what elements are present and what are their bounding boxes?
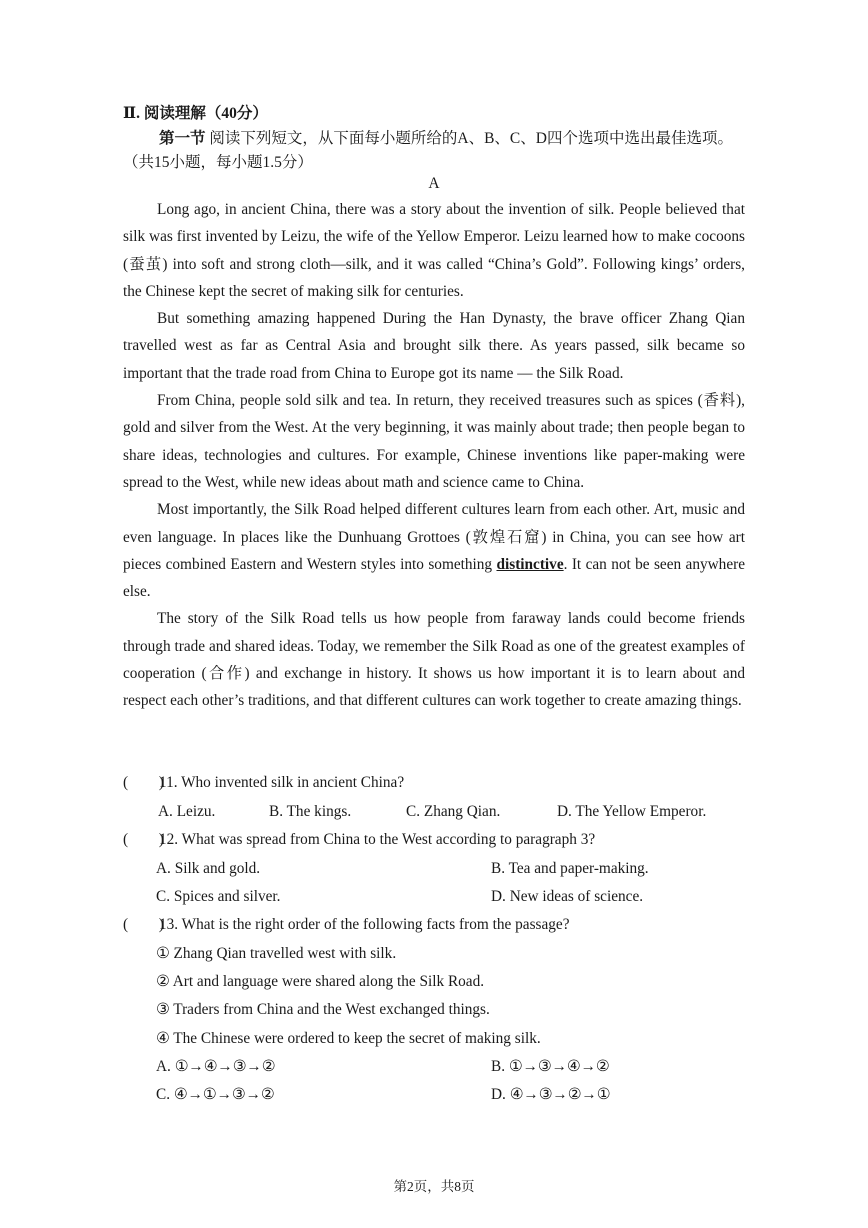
q13-option-b: B. ①→③→④→② bbox=[491, 1058, 610, 1075]
q13-fact-4: ④ The Chinese were ordered to keep the secret of making silk. bbox=[156, 1030, 541, 1047]
passage-label: A bbox=[428, 175, 440, 192]
question-stem: 11. Who invented silk in ancient China? bbox=[159, 774, 405, 791]
question-11 bbox=[123, 773, 763, 793]
q12-option-c: C. Spices and silver. bbox=[156, 888, 281, 905]
q13-fact-1: ① Zhang Qian travelled west with silk. bbox=[156, 945, 397, 962]
section-title: Ⅱ. 阅读理解（40分） bbox=[123, 105, 268, 122]
answer-blank[interactable]: ( ) bbox=[123, 831, 164, 848]
instructions-part: 第一节 bbox=[159, 130, 206, 147]
paragraph-4-text-before: Most importantly, the Silk Road helped different cultures learn from each other. Art, music and even language. In places like the Dunhuang Grottoes (敦煌石窟) in China, you can see how art pieces combined Eastern and Western styles into something bbox=[123, 501, 745, 573]
page-footer: 第2页，共8页 bbox=[393, 1179, 475, 1194]
paragraph-4 bbox=[123, 496, 745, 605]
q11-option-b: B. The kings. bbox=[269, 803, 352, 820]
instructions-text: 阅读下列短文，从下面每小题所给的A、B、C、D四个选项中选出最佳选项。（共15小题，每小题1.5分） bbox=[123, 130, 733, 171]
paragraph-2: But something amazing happened During the Han Dynasty, the brave officer Zhang Qian travelled west as far as Central Asia and brought silk there. As years passed, silk became so important that the trade road from China to Europe got its name — the Silk Road. bbox=[123, 310, 745, 382]
paragraph-1: Long ago, in ancient China, there was a story about the invention of silk. People believed that silk was first invented by Leizu, the wife of the Yellow Emperor. Leizu learned how to make cocoons (蚕茧) into soft and strong cloth—silk, and it was called “China’s Gold”. Following kings’ orders, the Chinese kept the secret of making silk for centuries. bbox=[123, 201, 745, 300]
q13-fact-3: ③ Traders from China and the West exchanged things. bbox=[156, 1001, 490, 1018]
q13-fact-2: ② Art and language were shared along the Silk Road. bbox=[156, 973, 485, 990]
q12-option-d: D. New ideas of science. bbox=[491, 888, 644, 905]
paragraph-3: From China, people sold silk and tea. In return, they received treasures such as spices (香料), gold and silver from the West. At the very beginning, it was mainly about trade; then people began to share ideas, technologies and cultures. For example, Chinese inventions like paper-making were spread to the West, while new ideas about math and science came to China. bbox=[123, 392, 745, 491]
question-stem: 12. What was spread from China to the West according to paragraph 3? bbox=[159, 831, 596, 848]
q11-option-d: D. The Yellow Emperor. bbox=[557, 803, 707, 820]
paragraph-4-text-after: . It can not be seen anywhere else. bbox=[123, 555, 745, 601]
reading-passage bbox=[123, 196, 745, 715]
answer-blank[interactable]: ( ) bbox=[123, 774, 164, 791]
paragraph-5: The story of the Silk Road tells us how people from faraway lands could become friends through trade and shared ideas. Today, we remember the Silk Road as one of the greatest examples of cooperation (合作) and exchange in history. It shows us how important it is to learn about and respect each other’s traditions, and that different cultures can work together to create amazing things. bbox=[123, 610, 745, 710]
q11-option-a: A. Leizu. bbox=[158, 803, 216, 820]
q13-option-a: A. ①→④→③→② bbox=[156, 1058, 276, 1075]
instructions bbox=[123, 127, 745, 175]
q11-option-c: C. Zhang Qian. bbox=[406, 803, 501, 820]
q13-option-d: D. ④→③→②→① bbox=[491, 1086, 611, 1103]
underlined-word: distinctive bbox=[496, 555, 564, 573]
q12-option-b: B. Tea and paper-making. bbox=[491, 860, 649, 877]
question-13 bbox=[123, 915, 763, 935]
question-stem: 13. What is the right order of the following facts from the passage? bbox=[159, 916, 570, 933]
q12-option-a: A. Silk and gold. bbox=[156, 860, 261, 877]
question-12 bbox=[123, 830, 763, 850]
q13-option-c: C. ④→①→③→② bbox=[156, 1086, 275, 1103]
answer-blank[interactable]: ( ) bbox=[123, 916, 164, 933]
